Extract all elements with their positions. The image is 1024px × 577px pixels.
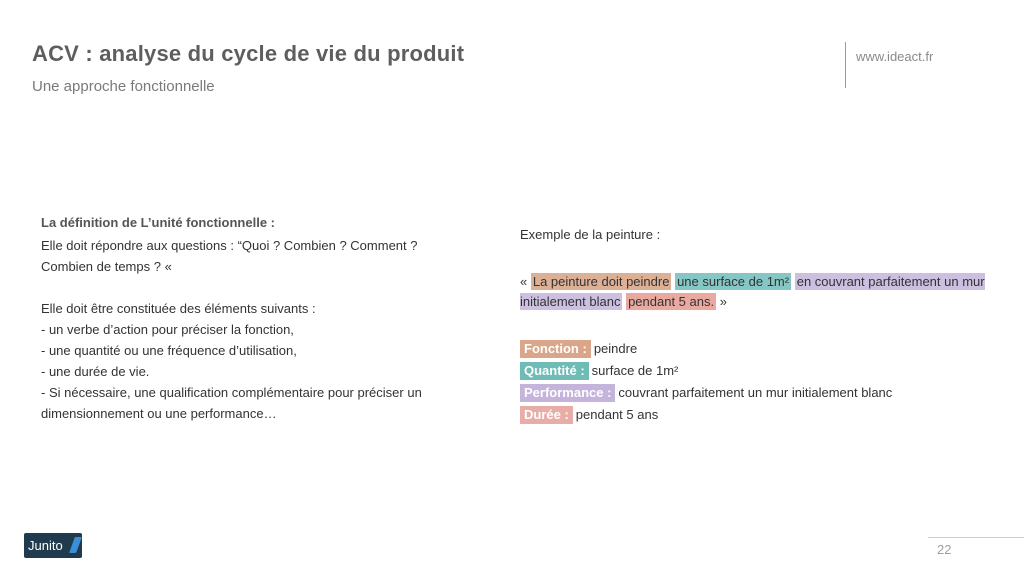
- footer-divider: [928, 537, 1024, 538]
- fonction-tag: Fonction :: [520, 340, 591, 358]
- highlight-fonction: La peinture doit peindre: [532, 274, 670, 289]
- logo-mark-icon: [69, 537, 82, 553]
- junito-logo: [24, 533, 82, 558]
- quantite-tag: Quantité :: [520, 362, 589, 380]
- highlight-duree: pendant 5 ans.: [628, 294, 715, 309]
- question-line-2: Combien de temps ? «: [41, 259, 172, 274]
- header-divider: [845, 42, 846, 88]
- highlight-performance: en couvrant parfaitement un mur initialement blanc: [520, 274, 985, 309]
- definition-row-duree: [520, 404, 990, 426]
- website-link[interactable]: www.ideact.fr: [856, 49, 934, 64]
- example-quote: [520, 272, 990, 312]
- slide-subtitle: Une approche fonctionnelle: [32, 78, 215, 95]
- performance-tag: Performance :: [520, 384, 615, 402]
- definition-list: [520, 338, 990, 426]
- list-item: - une durée de vie.: [41, 364, 150, 379]
- list-item: - un verbe d’action pour préciser la fonction,: [41, 322, 294, 337]
- fonction-value: peindre: [593, 341, 638, 356]
- quantite-value: surface de 1m²: [591, 363, 679, 378]
- example-section: [520, 227, 990, 426]
- definition-row-performance: [520, 382, 990, 404]
- quote-open: «: [520, 274, 531, 289]
- duree-value: pendant 5 ans: [575, 407, 659, 422]
- slide-title: ACV : analyse du cycle de vie du produit: [32, 41, 465, 66]
- definition-section: [41, 212, 481, 424]
- performance-value: couvrant parfaitement un mur initialement blanc: [618, 385, 893, 400]
- elements-intro: Elle doit être constituée des éléments suivants :: [41, 301, 316, 316]
- quote-close: »: [716, 294, 727, 309]
- page-number: 22: [937, 542, 952, 557]
- question-line-1: Elle doit répondre aux questions : “Quoi ? Combien ? Comment ?: [41, 238, 418, 253]
- definition-row-fonction: [520, 338, 990, 360]
- spacer: [41, 277, 481, 298]
- duree-tag: Durée :: [520, 406, 573, 424]
- list-item: - une quantité ou une fréquence d’utilisation,: [41, 343, 297, 358]
- definition-row-quantite: [520, 360, 990, 382]
- logo-text: Junito: [28, 538, 63, 553]
- highlight-quantite: une surface de 1m²: [677, 274, 790, 289]
- example-intro: Exemple de la peinture :: [520, 227, 661, 242]
- definition-heading: La définition de L’unité fonctionnelle :: [41, 215, 275, 230]
- list-item: - Si nécessaire, une qualification complémentaire pour préciser un dimensionnement ou une performance…: [41, 385, 422, 421]
